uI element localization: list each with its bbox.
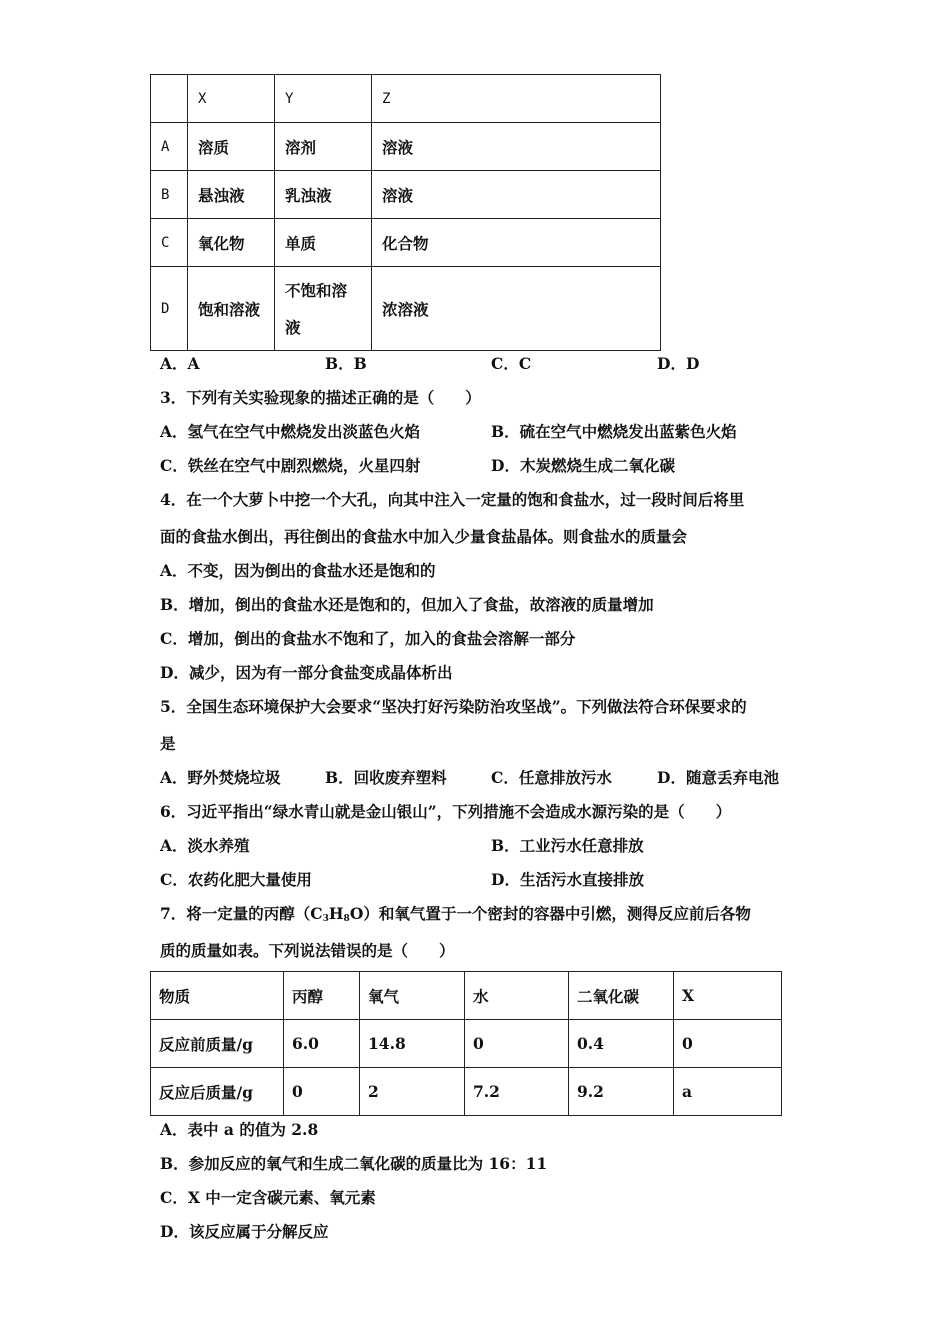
cell-x: 氧化物 — [188, 219, 275, 267]
cell: 9.2 — [569, 1068, 674, 1116]
q5-option-c: C．任意排放污水 — [491, 768, 612, 787]
cell: 2 — [360, 1068, 465, 1116]
q5-option-d: D．随意丢弃电池 — [657, 768, 779, 787]
q7-h: H — [328, 904, 344, 923]
q5-option-a: A．野外焚烧垃圾 — [160, 768, 281, 787]
q5-stem-line1: 5．全国生态环境保护大会要求“坚决打好污染防治攻坚战”。下列做法符合环保要求的 — [160, 697, 747, 716]
q7-stem-pre: 7．将一定量的丙醇（C — [160, 904, 323, 923]
cell: 14.8 — [360, 1020, 465, 1068]
q6-option-c: C．农药化肥大量使用 — [160, 870, 312, 889]
q7-option-c: C．X 中一定含碳元素、氧元素 — [160, 1188, 376, 1207]
q7-option-a: A．表中 a 的值为 2.8 — [160, 1120, 319, 1139]
q3-option-a: A．氢气在空气中燃烧发出淡蓝色火焰 — [160, 422, 421, 441]
cell-z: 溶液 — [372, 123, 661, 171]
table-row — [151, 171, 661, 219]
header-cell-y: Y — [275, 75, 372, 123]
q4-option-d: D．减少，因为有一部分食盐变成晶体析出 — [160, 663, 453, 682]
table-row — [151, 267, 661, 351]
header-cell-z: Z — [372, 75, 661, 123]
q4-stem-line1: 4．在一个大萝卜中挖一个大孔，向其中注入一定量的饱和食盐水，过一段时间后将里 — [160, 490, 745, 509]
q3-option-b: B．硫在空气中燃烧发出蓝紫色火焰 — [491, 422, 737, 441]
cell: a — [674, 1068, 782, 1116]
q7-sub-3: 3 — [322, 914, 329, 924]
mass-table — [150, 971, 782, 1116]
q3-option-d: D．木炭燃烧生成二氧化碳 — [491, 456, 675, 475]
header-cell: 水 — [465, 972, 569, 1020]
cell-y-line2: 液 — [285, 317, 301, 337]
q7-option-d: D．该反应属于分解反应 — [160, 1222, 329, 1241]
table-header-row — [151, 75, 661, 123]
header-cell: 氧气 — [360, 972, 465, 1020]
table-header-row — [151, 972, 782, 1020]
q5-option-b: B．回收废弃塑料 — [325, 768, 447, 787]
classification-table — [150, 74, 661, 351]
q6-option-b: B．工业污水任意排放 — [491, 836, 644, 855]
header-cell: 二氧化碳 — [569, 972, 674, 1020]
cell-x: 悬浊液 — [188, 171, 275, 219]
q7-stem-line2: 质的质量如表。下列说法错误的是（ ） — [160, 941, 455, 960]
q6-option-d: D．生活污水直接排放 — [491, 870, 644, 889]
table-row — [151, 123, 661, 171]
cell-z: 化合物 — [372, 219, 661, 267]
cell-z: 溶液 — [372, 171, 661, 219]
table-row — [151, 219, 661, 267]
cell: 0 — [465, 1020, 569, 1068]
q2-option-d: D．D — [657, 354, 700, 373]
q2-option-a: A．A — [160, 354, 200, 373]
q4-stem-line2: 面的食盐水倒出，再往倒出的食盐水中加入少量食盐晶体。则食盐水的质量会 — [160, 527, 688, 546]
q6-stem: 6．习近平指出“绿水青山就是金山银山”，下列措施不会造成水源污染的是（ ） — [160, 802, 732, 821]
q4-option-c: C．增加，倒出的食盐水不饱和了，加入的食盐会溶解一部分 — [160, 629, 576, 648]
cell-y — [275, 267, 372, 351]
q3-stem: 3．下列有关实验现象的描述正确的是（ ） — [160, 388, 481, 407]
cell-y: 乳浊液 — [275, 171, 372, 219]
cell-x: 饱和溶液 — [188, 267, 275, 351]
q5-stem-line2: 是 — [160, 734, 176, 753]
cell: 0.4 — [569, 1020, 674, 1068]
header-cell — [151, 75, 188, 123]
q6-option-a: A．淡水养殖 — [160, 836, 250, 855]
cell-y: 溶剂 — [275, 123, 372, 171]
cell-y: 单质 — [275, 219, 372, 267]
q3-option-c: C．铁丝在空气中剧烈燃烧，火星四射 — [160, 456, 421, 475]
row-label: D — [151, 267, 188, 351]
row-label: C — [151, 219, 188, 267]
row-label: 反应前质量/g — [151, 1020, 284, 1068]
header-cell: 物质 — [151, 972, 284, 1020]
q7-sub-8: 8 — [343, 914, 350, 924]
q2-option-c: C．C — [491, 354, 532, 373]
q7-option-b: B．参加反应的氧气和生成二氧化碳的质量比为 16：11 — [160, 1154, 548, 1173]
table-row — [151, 1020, 782, 1068]
cell: 0 — [284, 1068, 360, 1116]
cell-y-line1: 不饱和溶 — [285, 280, 348, 300]
row-label: A — [151, 123, 188, 171]
cell: 0 — [674, 1020, 782, 1068]
q4-option-b: B．增加，倒出的食盐水还是饱和的，但加入了食盐，故溶液的质量增加 — [160, 595, 654, 614]
header-cell: X — [674, 972, 782, 1020]
cell-x: 溶质 — [188, 123, 275, 171]
row-label: B — [151, 171, 188, 219]
header-cell-x: X — [188, 75, 275, 123]
cell: 6.0 — [284, 1020, 360, 1068]
q2-option-b: B．B — [325, 354, 367, 373]
header-cell: 丙醇 — [284, 972, 360, 1020]
cell-z: 浓溶液 — [372, 267, 661, 351]
cell: 7.2 — [465, 1068, 569, 1116]
table-row — [151, 1068, 782, 1116]
q7-stem-line1 — [160, 904, 751, 929]
q4-option-a: A．不变，因为倒出的食盐水还是饱和的 — [160, 561, 436, 580]
row-label: 反应后质量/g — [151, 1068, 284, 1116]
q7-stem-post: O）和氧气置于一个密封的容器中引燃，测得反应前后各物 — [349, 904, 751, 923]
